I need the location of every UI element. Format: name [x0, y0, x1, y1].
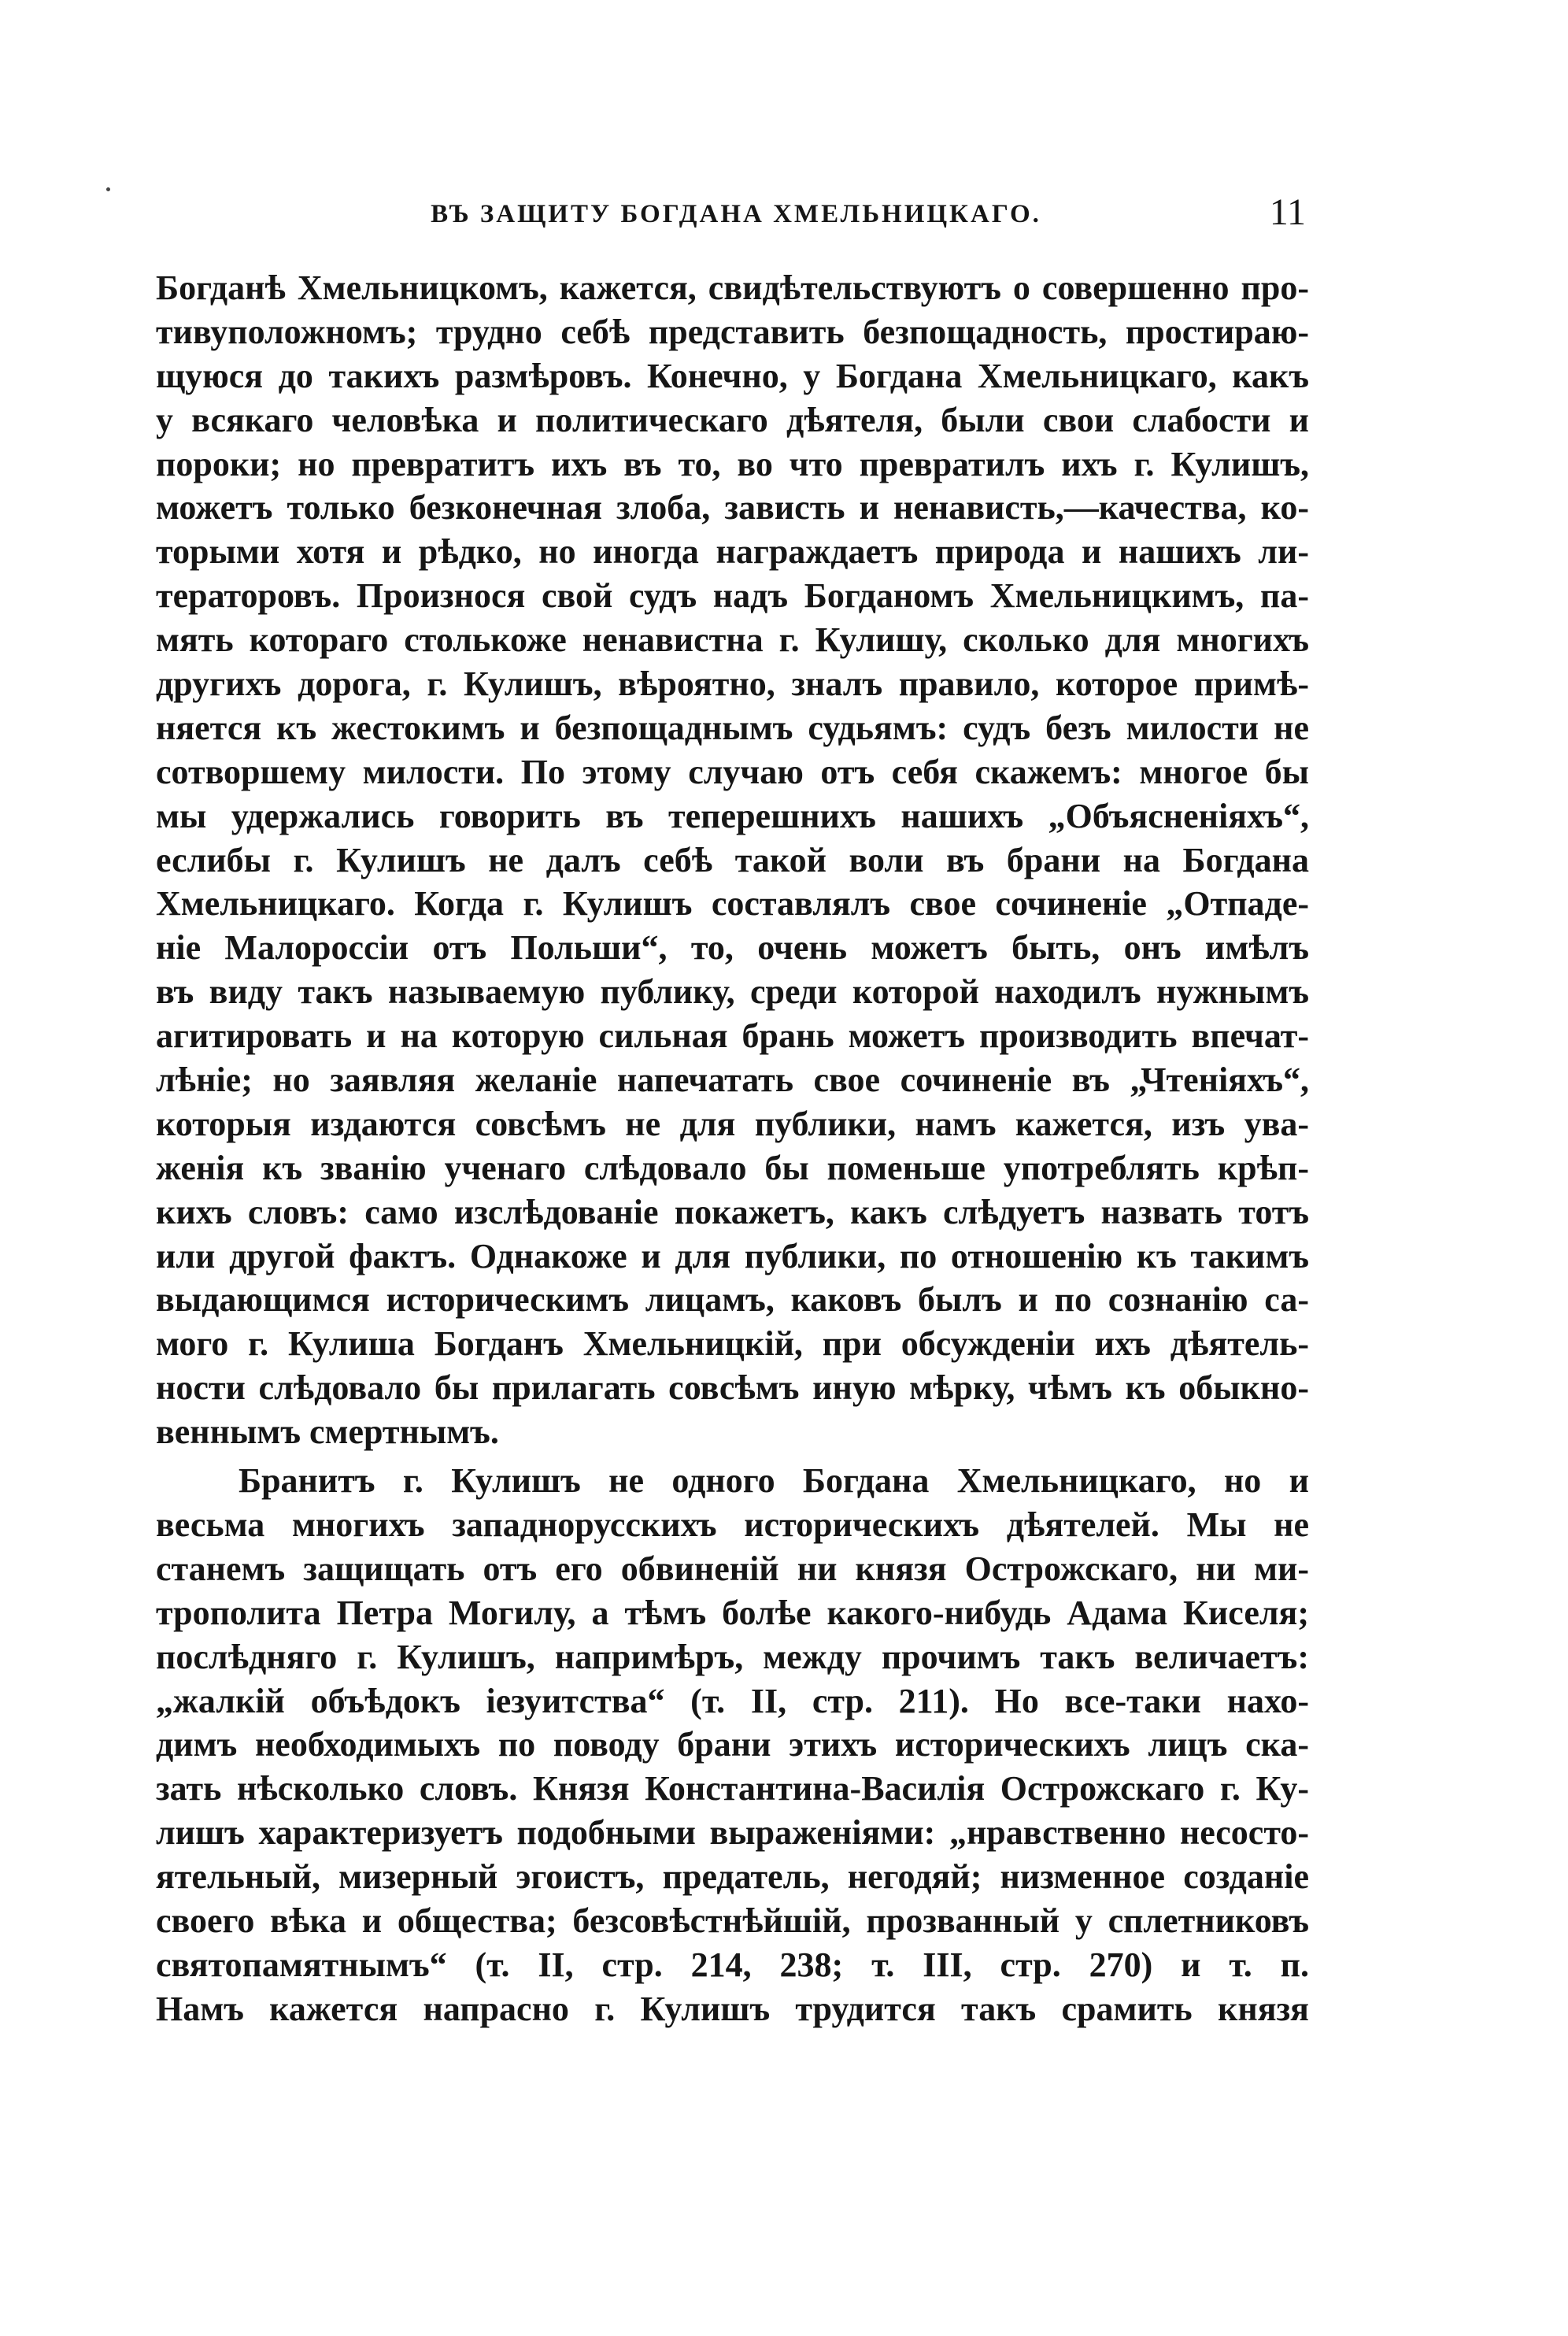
text-line: агитировать и на которую сильная брань можетъ производить впечат- [156, 1016, 1309, 1056]
margin-speck [106, 187, 110, 191]
text-line: еслибы г. Кулишъ не далъ себѣ такой воли въ брани на Богдана [156, 840, 1309, 879]
text-line: трополита Петра Могилу, а тѣмъ болѣе какого-нибудь Адама Киселя; [156, 1593, 1309, 1632]
text-line: тивуположномъ; трудно себѣ представить безпощадность, простираю- [156, 312, 1309, 351]
text-line: тераторовъ. Произнося свой судъ надъ Богданомъ Хмельницкимъ, па- [156, 576, 1309, 616]
running-title: ВЪ ЗАЩИТУ БОГДАНА ХМЕЛЬНИЦКАГО. [431, 200, 1041, 228]
text-line: станемъ защищать отъ его обвиненій ни князя Острожскаго, ни ми- [156, 1549, 1309, 1588]
text-line: выдающимся историческимъ лицамъ, каковъ былъ и по сознанію са- [156, 1280, 1309, 1320]
running-head [161, 191, 1311, 244]
text-line: святопамятнымъ“ (т. II, стр. 214, 238; т. III, стр. 270) и т. п. [156, 1945, 1309, 1984]
text-line: можетъ только безконечная злоба, зависть и ненависть,—качества, ко- [156, 488, 1309, 528]
text-line: послѣдняго г. Кулишъ, напримѣръ, между прочимъ такъ величаетъ: [156, 1637, 1309, 1676]
text-line: женія къ званію ученаго слѣдовало бы поменьше употреблять крѣп- [156, 1148, 1309, 1187]
text-line: своего вѣка и общества; безсовѣстнѣйшій, прозванный у сплетниковъ [156, 1901, 1309, 1940]
paragraph [156, 266, 1309, 1454]
text-line: лѣніе; но заявляя желаніе напечатать свое сочиненіе въ „Чтеніяхъ“, [156, 1061, 1309, 1100]
text-line: мять котораго столькоже ненавистна г. Кулишу, сколько для многихъ [156, 620, 1309, 660]
text-line: которыя издаются совсѣмъ не для публики, намъ кажется, изъ ува- [156, 1104, 1309, 1143]
text-line: или другой фактъ. Однакоже и для публики, по отношенію къ такимъ [156, 1236, 1309, 1275]
text-line: Хмельницкаго. Когда г. Кулишъ составлялъ свое сочиненіе „Отпаде- [156, 884, 1309, 924]
text-line: няется къ жестокимъ и безпощаднымъ судьямъ: судъ безъ милости не [156, 708, 1309, 747]
page-number: 11 [1269, 191, 1306, 233]
text-line: въ виду такъ называемую публику, среди которой находилъ нужнымъ [156, 972, 1309, 1012]
text-line: другихъ дорога, г. Кулишъ, вѣроятно, зналъ правило, которое примѣ- [156, 665, 1309, 704]
paragraph [156, 1459, 1309, 2031]
text-line: димъ необходимыхъ по поводу брани этихъ историческихъ лицъ ска- [156, 1725, 1309, 1764]
text-line: Богданѣ Хмельницкомъ, кажется, свидѣтельствуютъ о совершенно про- [156, 268, 1309, 307]
text-line: лишъ характеризуетъ подобными выраженіями: „нравственно несосто- [156, 1813, 1309, 1853]
text-line: „жалкій объѣдокъ іезуитства“ (т. II, стр. 211). Но все-таки нахо- [156, 1681, 1309, 1720]
text-line: мы удержались говорить въ теперешнихъ нашихъ „Объясненіяхъ“, [156, 796, 1309, 835]
text-line: у всякаго человѣка и политическаго дѣятеля, были свои слабости и [156, 400, 1309, 439]
text-line: щуюся до такихъ размѣровъ. Конечно, у Богдана Хмельницкаго, какъ [156, 356, 1309, 395]
body-text [156, 266, 1309, 2031]
text-line: пороки; но превратитъ ихъ въ то, во что превратилъ ихъ г. Кулишъ, [156, 444, 1309, 483]
text-line: ности слѣдовало бы прилагать совсѣмъ иную мѣрку, чѣмъ къ обыкно- [156, 1368, 1309, 1408]
text-line: Намъ кажется напрасно г. Кулишъ трудится такъ срамить князя [156, 1989, 1309, 2028]
text-line: мого г. Кулиша Богданъ Хмельницкій, при обсужденіи ихъ дѣятель- [156, 1324, 1309, 1364]
text-line: сотворшему милости. По этому случаю отъ себя скажемъ: многое бы [156, 752, 1309, 791]
text-line: ятельный, мизерный эгоистъ, предатель, негодяй; низменное созданіе [156, 1857, 1309, 1897]
text-line: торыми хотя и рѣдко, но иногда награждаетъ природа и нашихъ ли- [156, 532, 1309, 572]
text-line: зать нѣсколько словъ. Князя Константина-Василія Острожскаго г. Ку- [156, 1769, 1309, 1808]
text-line: кихъ словъ: само изслѣдованіе покажетъ, какъ слѣдуетъ назвать тотъ [156, 1192, 1309, 1231]
text-line: веннымъ смертнымъ. [156, 1412, 499, 1452]
text-line: ніе Малороссіи отъ Польши“, то, очень можетъ быть, онъ имѣлъ [156, 928, 1309, 968]
text-line: весьма многихъ западнорусскихъ историческихъ дѣятелей. Мы не [156, 1505, 1309, 1544]
text-line: Бранитъ г. Кулишъ не одного Богдана Хмельницкаго, но и [239, 1461, 1309, 1501]
